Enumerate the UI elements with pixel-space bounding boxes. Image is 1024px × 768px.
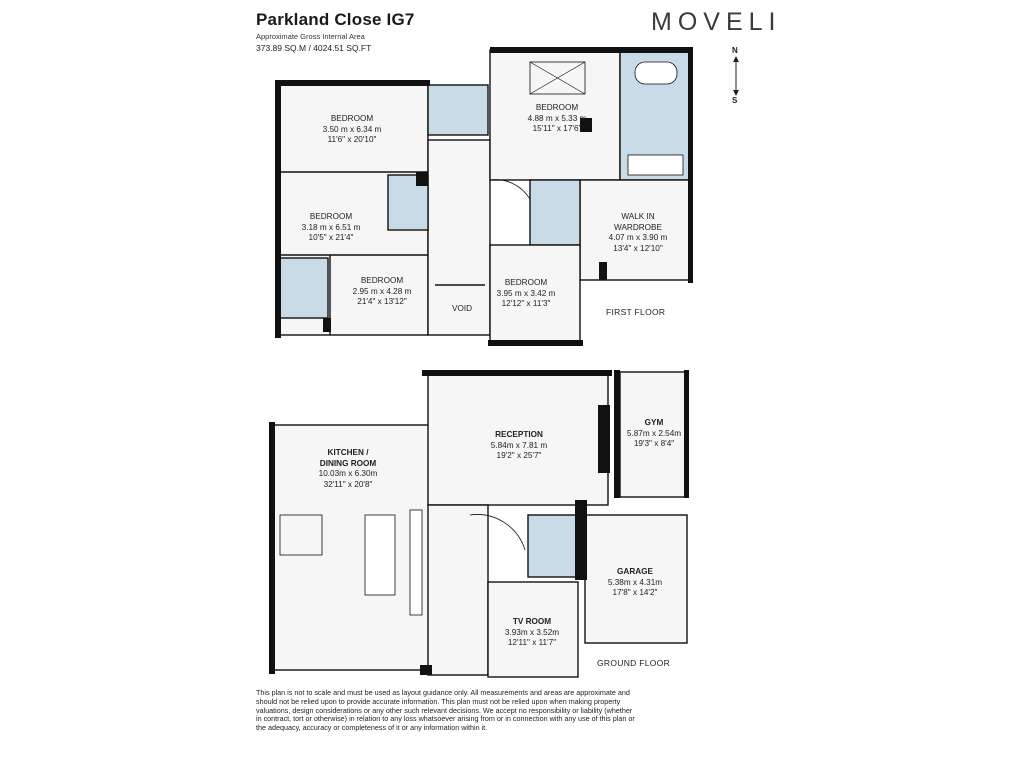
room-label-kitchen-dining: KITCHEN / DINING ROOM 10.03m x 6.30m 32'11" x 20'8" [318,448,378,489]
first-floor-label: FIRST FLOOR [606,307,666,317]
disclaimer-text: This plan is not to scale and must be used as layout guidance only. All measurements and areas are approximate and should not be relied upon to provide accurate information. This plan must not be relied upon when making property valuations, design considerations or any other such relevant decisions. We accept no responsibility or liability (whether in contract, tort or otherwise) in relation to any loss whatsoever arising from or in connection with any use of this plan or the adequacy, accuracy or completeness of it or any information within it. [256,688,635,733]
room-label-gym: GYM 5.87m x 2.54m 19'3" x 8'4" [626,418,682,448]
first-floor-bathroom [530,180,580,245]
room-label-bedroom-3: BEDROOM 3.18 m x 6.51 m 10'5" x 21'4" [301,212,361,242]
bathroom-bottom-left [278,258,328,318]
plan-title: Parkland Close IG7 [256,10,415,29]
ground-hall [428,505,488,675]
area-sqm: 373.89 SQ.M / [256,43,311,53]
room-label-tv-room: TV ROOM 3.93m x 3.52m 12'11" x 11'7" [504,617,560,647]
area-sqft: 4024.51 SQ.FT [313,43,372,53]
compass-south: S [732,96,738,105]
room-label-walk-in-wardrobe: WALK IN WARDROBE 4.07 m x 3.90 m 13'4" x 12'10" [608,212,668,253]
ground-wc [528,515,576,577]
room-label-bedroom-1: BEDROOM 3.50 m x 6.34 m 11'6" x 20'10" [322,114,382,144]
brand-logo: MOVELI [651,8,782,36]
room-label-garage: GARAGE 5.38m x 4.31m 17'8" x 14'2" [607,567,663,597]
room-label-bedroom-5: BEDROOM 3.95 m x 3.42 m 12'12" x 11'3" [496,278,556,308]
compass-north: N [732,46,738,55]
room-label-bedroom-4: BEDROOM 2.95 m x 4.28 m 21'4" x 13'12" [352,276,412,306]
bathroom-top-left [428,85,488,135]
room-label-bedroom-2: BEDROOM 4.88 m x 5.33 m 15'11" x 17'6" [527,103,587,133]
plan-subtitle: Approximate Gross Internal Area [256,32,365,41]
ground-floor-label: GROUND FLOOR [597,658,671,668]
room-label-reception: RECEPTION 5.84m x 7.81 m 19'2" x 25'7" [490,430,548,460]
room-label-void: VOID [451,304,473,313]
